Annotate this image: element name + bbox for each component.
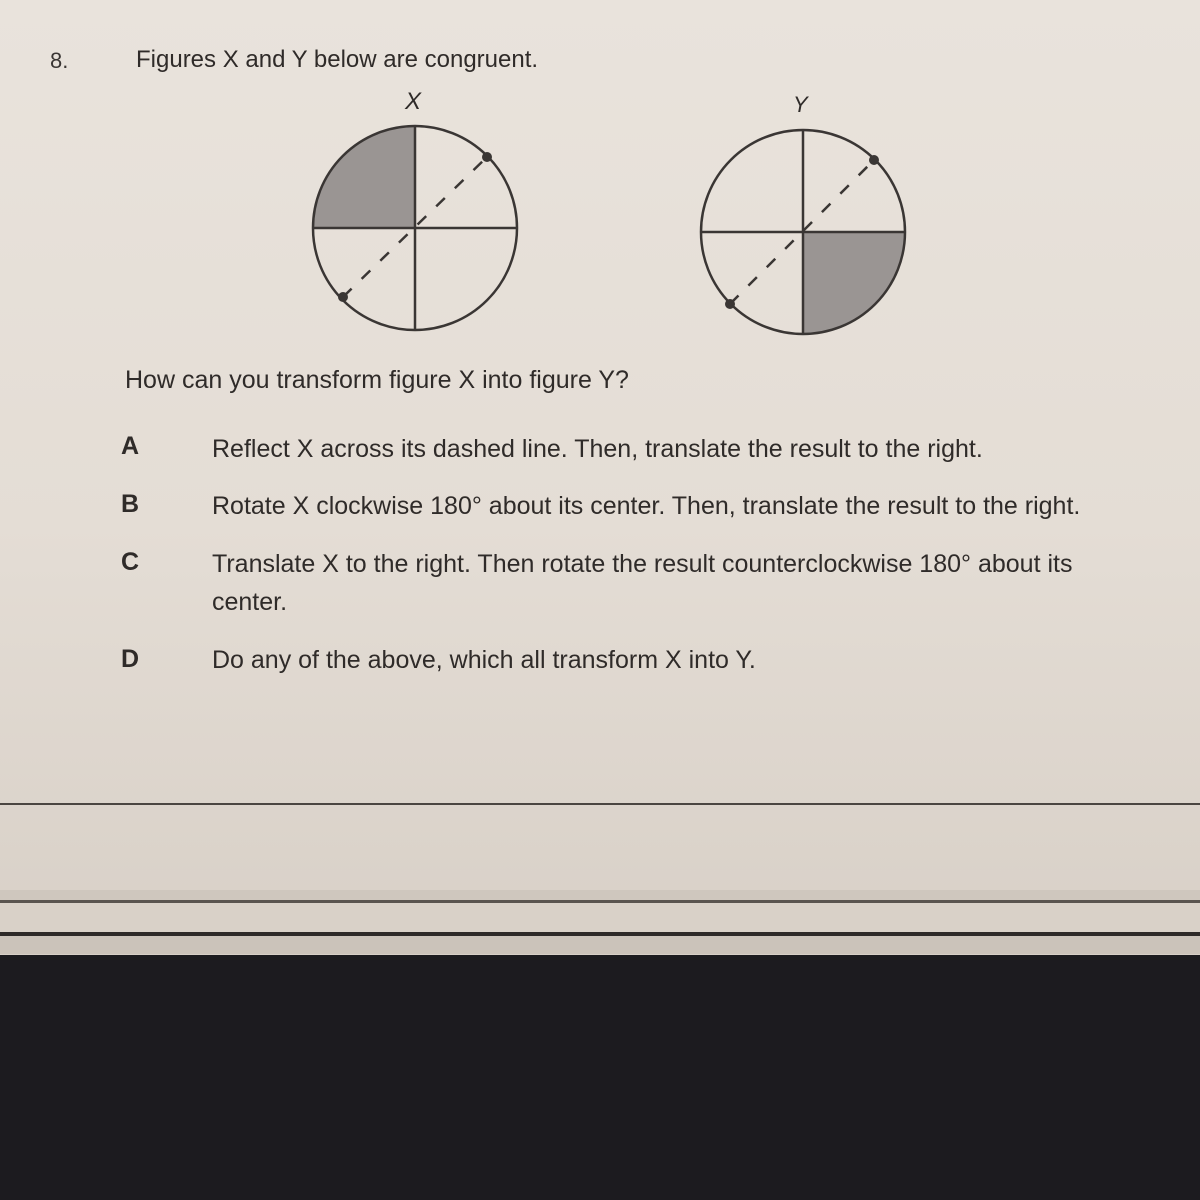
option-c-letter: C [121, 548, 140, 576]
figure-y-endpoint-bottom [725, 299, 735, 309]
figure-x-shaded-quadrant [313, 126, 415, 228]
figure-y-shaded-quadrant [803, 232, 905, 334]
sheet-edge-3 [0, 936, 1200, 954]
figure-y [701, 130, 905, 334]
question-prompt: Figures X and Y below are congruent. [136, 46, 539, 73]
option-d-letter: D [121, 645, 140, 673]
figure-y-endpoint-top [869, 155, 879, 165]
figure-y-label: Y [793, 92, 808, 117]
sheet-edge-2 [0, 903, 1200, 933]
option-a-letter: A [121, 432, 140, 460]
figure-x [313, 126, 517, 330]
option-c-text: Translate X to the right. Then rotate the result counterclockwise 180° about its center. [212, 550, 1073, 616]
option-d-text: Do any of the above, which all transform X into Y. [212, 646, 756, 674]
answer-rule-line [0, 803, 1200, 805]
option-a-text: Reflect X across its dashed line. Then, translate the result to the right. [212, 435, 983, 463]
question-text: How can you transform figure X into figure Y? [125, 366, 629, 394]
figure-x-endpoint-top [482, 152, 492, 162]
dark-background [0, 955, 1200, 1200]
option-b-text: Rotate X clockwise 180° about its center. Then, translate the result to the right. [212, 492, 1081, 520]
question-number: 8. [50, 48, 69, 73]
option-b-letter: B [121, 490, 140, 518]
figure-x-label: X [405, 88, 422, 115]
figure-x-endpoint-bottom [338, 292, 348, 302]
